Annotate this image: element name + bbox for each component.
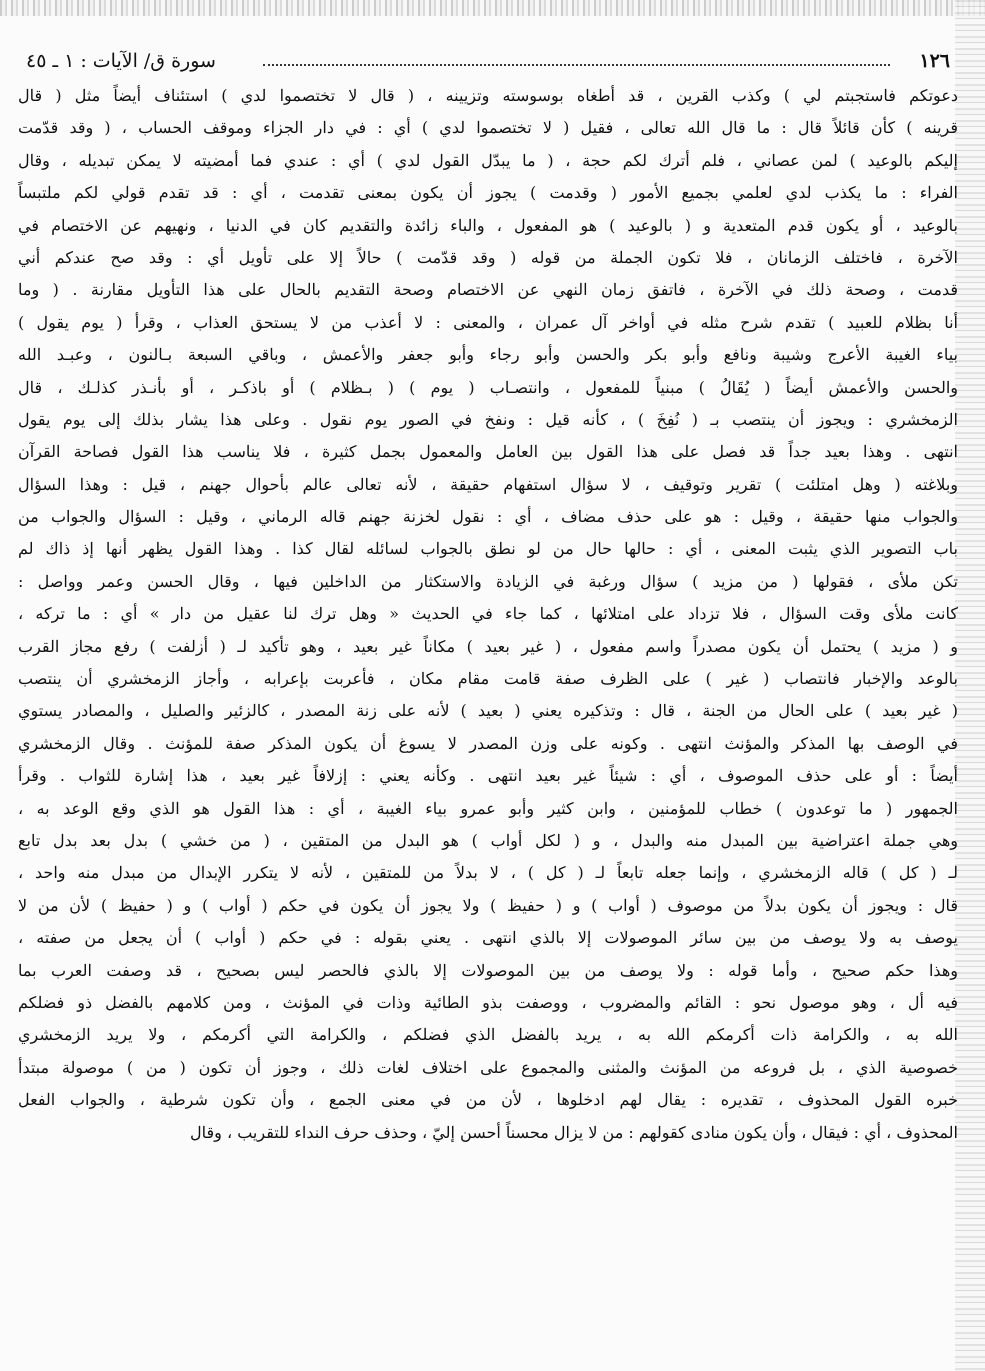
text-line: تكن ملأى ، فقولها ( من مزيد ) سؤال ورغبة في الزيادة والاستكثار من الداخلين فيها ، وقال الحسن وعمر وواصل : <box>18 571 958 591</box>
text-line: لـ ( كل ) قاله الزمخشري ، وإنما جعله تابعاً لـ ( كل ) ، لا بدلاً من للمتقين ، لأنه لا يتكرر الإبدال من مبدل منه واحد ، <box>18 863 958 883</box>
text-line: فيه أل ، وهو موصول نحو : القائم والمضروب ، ووصفت بذو الطائية وذات في المؤنث ، ومن كلامهم بالفضل ذو فضلكم <box>18 992 958 1012</box>
running-title: سورة ق/ الآيات : ١ ـ ٤٥ <box>26 50 216 72</box>
text-line: إليكم بالوعيد ) لمن عصاني ، فلم أترك لكم حجة ، ( ما يبدّل القول لدي ) أي : عندي فما أمضيته لا يمكن تبديله ، وقال <box>18 150 958 170</box>
text-line: أنا بظلام للعبيد ) تقدم شرح مثله في أواخر آل عمران ، والمعنى : لا أعذب من لا يستحق العذاب ، وقرأ ( يوم يقول ) <box>18 312 958 332</box>
text-line: يوصف به ولا يوصف من بين سائر الموصولات إلا بالذي انتهى . يعني بقوله : في حكم ( أواب ) أن يجعل من صفته ، <box>18 928 958 948</box>
text-line: في الوصف بها المذكر والمؤنث انتهى . وكونه على وزن المصدر لا يسوغ أن يكون المذكر صفة للمؤنث . وقال الزمخشري <box>18 733 958 753</box>
scan-right-edge <box>955 0 985 1371</box>
text-line: الله به ، والكرامة ذات أكرمكم الله به ، يريد بالفضل الذي فضلكم ، والكرامة التي أكرمكم ، ولا يريد الزمخشري <box>18 1025 958 1045</box>
text-line: والجواب منها حقيقة ، وقيل : هو على حذف مضاف ، أي : نقول لخزنة جهنم قاله الرماني ، وقيل : السؤال والجواب من <box>18 507 958 527</box>
text-line: ( غير بعيد ) على الحال من الجنة ، قال : وتذكيره يعني ( بعيد ) لأنه على زنة المصدر ، كالزئير والصليل ، والمصادر يستوي <box>18 701 958 721</box>
text-line: بالوعيد ، أو يكون قدم المتعدية و ( بالوعيد ) هو المفعول ، والباء زائدة والتقديم كان في الدنيا ، ونهيهم عن الاختصام في <box>18 215 958 235</box>
text-line: أيضاً : أو على حذف الموصوف ، أي : شيئاً غير بعيد انتهى . وكأنه يعني : إزلافاً غير بعيد ، هذا إشارة للثواب . وقرأ <box>18 766 958 786</box>
text-line: وبلاغته ( وهل امتلئت ) تقرير وتوقيف ، لا سؤال استفهام حقيقة ، لأنه تعالى عالم بأحوال جهنم ، قيل : وهذا السؤال <box>18 474 958 494</box>
text-line: المحذوف ، أي : فيقال ، وأن يكون منادى كقولهم : من لا يزال محسناً أحسن إليّ ، وحذف حرف النداء للتقريب ، وقال <box>189 1122 958 1142</box>
page-header <box>18 42 958 80</box>
header-dotted-leader <box>263 64 890 66</box>
text-line: بياء الغيبة الأعرج وشيبة ونافع وأبو بكر والحسن وأبو رجاء وأبو جعفر والأعمش ، وباقي السبعة بـالنون ، وعبـد الله <box>18 345 958 365</box>
text-line: الآخرة ، فاختلف الزمانان ، فلا تكون الجملة من قوله ( وقد قدّمت ) حالاً إلا على تأويل أي : وقد صح عندكم أني <box>18 247 958 267</box>
text-line: خبره القول المحذوف ، تقديره : يقال لهم ادخلوها ، لأن من في معنى الجمع ، وأن تكون شرطية ، والجواب الفعل <box>18 1090 958 1110</box>
text-line: بالوعد والإخبار فانتصاب ( غير ) على الظرف صفة قامت مقام مكان ، فأعربت بإعرابه ، وأجاز الزمخشري أن ينتصب <box>18 669 958 689</box>
text-line: دعوتكم فاستجبتم لي ) وكذب القرين ، قد أطغاه بوسوسته وتزيينه ، ( قال لا تختصموا لدي ) استئناف أيضاً مثل ( قال <box>18 86 958 105</box>
page-number: ١٢٦ <box>919 50 950 72</box>
text-line: و ( مزيد ) يحتمل أن يكون مصدراً واسم مفعول ، ( غير بعيد ) مكاناً غير بعيد ، وهو تأكيد لـ ( أزلفت ) رفع مجاز القرب <box>18 636 958 656</box>
scan-top-edge <box>0 0 985 16</box>
text-line: قدمت ، وصحة ذلك في الآخرة ، فاتفق زمان النهي عن الاختصام وصحة التقديم بالحال على هذا التأويل مقارنة . ( وما <box>18 280 958 300</box>
book-page <box>18 42 958 1149</box>
text-line: الجمهور ( ما توعدون ) خطاب للمؤمنين ، وابن كثير وأبو عمرو بياء الغيبة ، أي : هذا القول هو الذي وقع الوعد به ، <box>18 798 958 818</box>
text-line: خصوصية الذي ، بل فروعه من المؤنث والمثنى والمجموع على اختلاف لغات ذلك ، وجوز أن تكون ( من ) موصولة مبتدأ <box>18 1057 958 1077</box>
text-line: الزمخشري : ويجوز أن ينتصب بـ ( نُفِخَ ) ، كأنه قيل : ونفخ في الصور يوم نقول . وعلى هذا يشار بذلك إلى يوم يقول <box>18 409 958 429</box>
text-line: انتهى . وهذا بعيد جداً قد فصل على هذا القول بين العامل والمعمول بجمل كثيرة ، فلا يناسب هذا القول فصاحة القرآن <box>18 442 958 462</box>
text-line: وهذا حكم صحيح ، وأما قوله : ولا يوصف من بين الموصولات إلا بالذي فالحصر ليس بصحيح ، قد وصفت العرب بما <box>18 960 958 980</box>
text-line: وهي جملة اعتراضية بين المبدل منه والبدل ، و ( لكل أواب ) هو البدل من المتقين ، ( من خشي ) بدل بعد بدل تابع <box>18 830 958 850</box>
text-line: الفراء : ما يكذب لدي لعلمي بجميع الأمور ( وقدمت ) يجوز أن يكون بمعنى تقدمت ، أي : قد تقدم قولي لكم ملتبساً <box>18 183 958 203</box>
text-line: قال : ويجوز أن يكون بدلاً من موصوف ( أواب ) و ( حفيظ ) ولا يجوز أن يكون في حكم ( أواب ) و ( حفيظ ) لأن من لا <box>18 895 958 915</box>
commentary-text <box>18 80 958 1149</box>
text-line: قرينه ) كأن قائلاً قال : ما قال الله تعالى ، فقيل ( لا تختصموا لدي ) أي : في دار الجزاء وموقف الحساب ، ( وقد قدّمت <box>18 118 958 138</box>
text-line: كانت ملأى وقت السؤال ، فلا تزداد على امتلائها ، كما جاء في الحديث « وهل ترك لنا عقيل من دار » أي : ما تركه ، <box>18 604 958 624</box>
text-line: باب التصوير الذي يثبت المعنى ، أي : حالها حال من لو نطق بالجواب لسائله لقال كذا . وهذا القول يظهر أنها إذ ذاك لم <box>18 539 958 559</box>
text-line: والحسن والأعمش أيضاً ( يُقَالُ ) مبنياً للمفعول ، وانتصـاب ( يوم ) ( بـظلام ) أو باذكـر ، أو بأنـذر كذلـك ، قال <box>18 377 958 397</box>
